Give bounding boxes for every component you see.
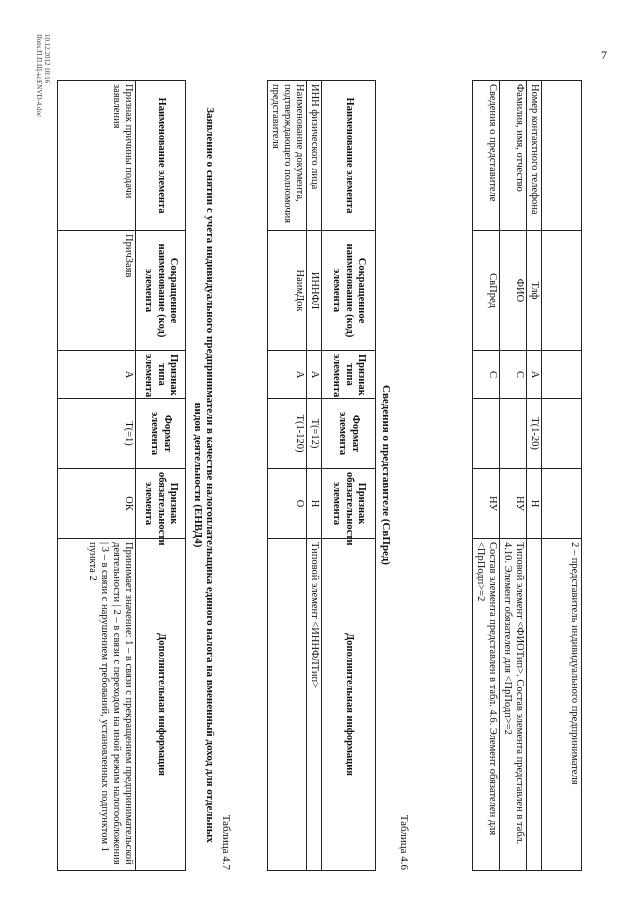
table-header-row: [136, 81, 186, 871]
cell-type: С: [499, 351, 526, 399]
table-row: [306, 81, 321, 871]
cell-format: [542, 399, 582, 469]
header-name: Наименование элемента: [136, 81, 186, 231]
cell-code: СвПред: [472, 231, 499, 351]
header-required: Признак обязательности элемента: [322, 469, 376, 539]
cell-info: Типовой элемент <ИННФЛТип>: [306, 539, 321, 871]
header-type: Признак типа элемента: [322, 351, 376, 399]
cell-name: [542, 81, 582, 231]
table-4-6-label: Таблица 4.6: [398, 814, 410, 870]
header-info: Дополнительная информация: [136, 539, 186, 871]
footer-line: Ifons:П.П.Щ-ы:ENVD-4.doc: [35, 34, 44, 118]
table-4-7-title: Заявление о снятии с учета индивидуального предпринимателя в качестве налогоплательщика единого налога на вмененный доход для отдельных видов деятельности (ЕНВД4): [192, 107, 216, 843]
table-header-row: [322, 81, 376, 871]
footer-line: 10.12.2012 10:16: [43, 34, 51, 84]
table-continuation: [472, 80, 582, 871]
table-row: [542, 81, 582, 871]
cell-type: А: [58, 351, 136, 399]
cell-type: А: [267, 351, 306, 399]
cell-name: Фамилия, имя, отчество: [499, 81, 526, 231]
cell-info: 2 – представитель индивидуального предпринимателя: [542, 539, 582, 871]
cell-info: [526, 539, 541, 871]
cell-type: С: [472, 351, 499, 399]
rotated-page-content: [30, 30, 590, 875]
table-4-7-label: Таблица 4.7: [220, 814, 232, 870]
cell-format: T(1-20): [526, 399, 541, 469]
cell-info: Состав элемента представлен в табл. 4.6. Элемент обязателен для <ПрПодп>=2: [472, 539, 499, 871]
header-info: Дополнительная информация: [322, 539, 376, 871]
cell-required: НУ: [499, 469, 526, 539]
cell-code: ПричЗаяв: [58, 231, 136, 351]
cell-required: НУ: [472, 469, 499, 539]
cell-type: [542, 351, 582, 399]
header-required: Признак обязательности элемента: [136, 469, 186, 539]
table-row: [499, 81, 526, 871]
cell-code: НаимДок: [267, 231, 306, 351]
header-code: Сокращенное наименование (код) элемента: [136, 231, 186, 351]
cell-name: Признак причины подачи заявления: [58, 81, 136, 231]
cell-format: T(=1): [58, 399, 136, 469]
cell-required: ОК: [58, 469, 136, 539]
cell-info: Типовой элемент <ФИОТип>. Состав элемента представлен в табл. 4.10. Элемент обязателен для <ПрПодп>=2: [499, 539, 526, 871]
table-row: [472, 81, 499, 871]
cell-info: [267, 539, 306, 871]
page-number: 7: [601, 48, 607, 62]
table-4-6: [267, 80, 376, 871]
cell-required: Н: [306, 469, 321, 539]
cell-format: T(=12): [306, 399, 321, 469]
cell-name: Наименование документа, подтверждающего полномочия представителя: [267, 81, 306, 231]
table-row: [267, 81, 306, 871]
header-code: Сокращенное наименование (код) элемента: [322, 231, 376, 351]
cell-format: [499, 399, 526, 469]
footer-stamp: [35, 34, 50, 234]
table-row: [526, 81, 541, 871]
cell-required: Н: [526, 469, 541, 539]
table-4-6-title: Сведения о представителе (СвПред): [380, 385, 392, 565]
cell-name: ИНН физического лица: [306, 81, 321, 231]
table-row: [58, 81, 136, 871]
cell-format: [472, 399, 499, 469]
cell-type: А: [526, 351, 541, 399]
cell-format: T(1-120): [267, 399, 306, 469]
cell-code: ФИО: [499, 231, 526, 351]
cell-name: Сведения о представителе: [472, 81, 499, 231]
header-format: Формат элемента: [322, 399, 376, 469]
cell-name: Номер контактного телефона: [526, 81, 541, 231]
cell-code: Тлф: [526, 231, 541, 351]
header-name: Наименование элемента: [322, 81, 376, 231]
cell-code: [542, 231, 582, 351]
cell-required: [542, 469, 582, 539]
table-4-7: [57, 80, 186, 871]
header-format: Формат элемента: [136, 399, 186, 469]
header-type: Признак типа элемента: [136, 351, 186, 399]
cell-type: А: [306, 351, 321, 399]
cell-code: ИННФЛ: [306, 231, 321, 351]
cell-required: О: [267, 469, 306, 539]
cell-info: Принимает значение: 1 – в связи с прекращением предпринимательской деятельности | 2 – в связи с переходом на иной режим налогообложения | 3 – в связи с нарушением требований, установленных подпунктом 1 пункта 2: [58, 539, 136, 871]
